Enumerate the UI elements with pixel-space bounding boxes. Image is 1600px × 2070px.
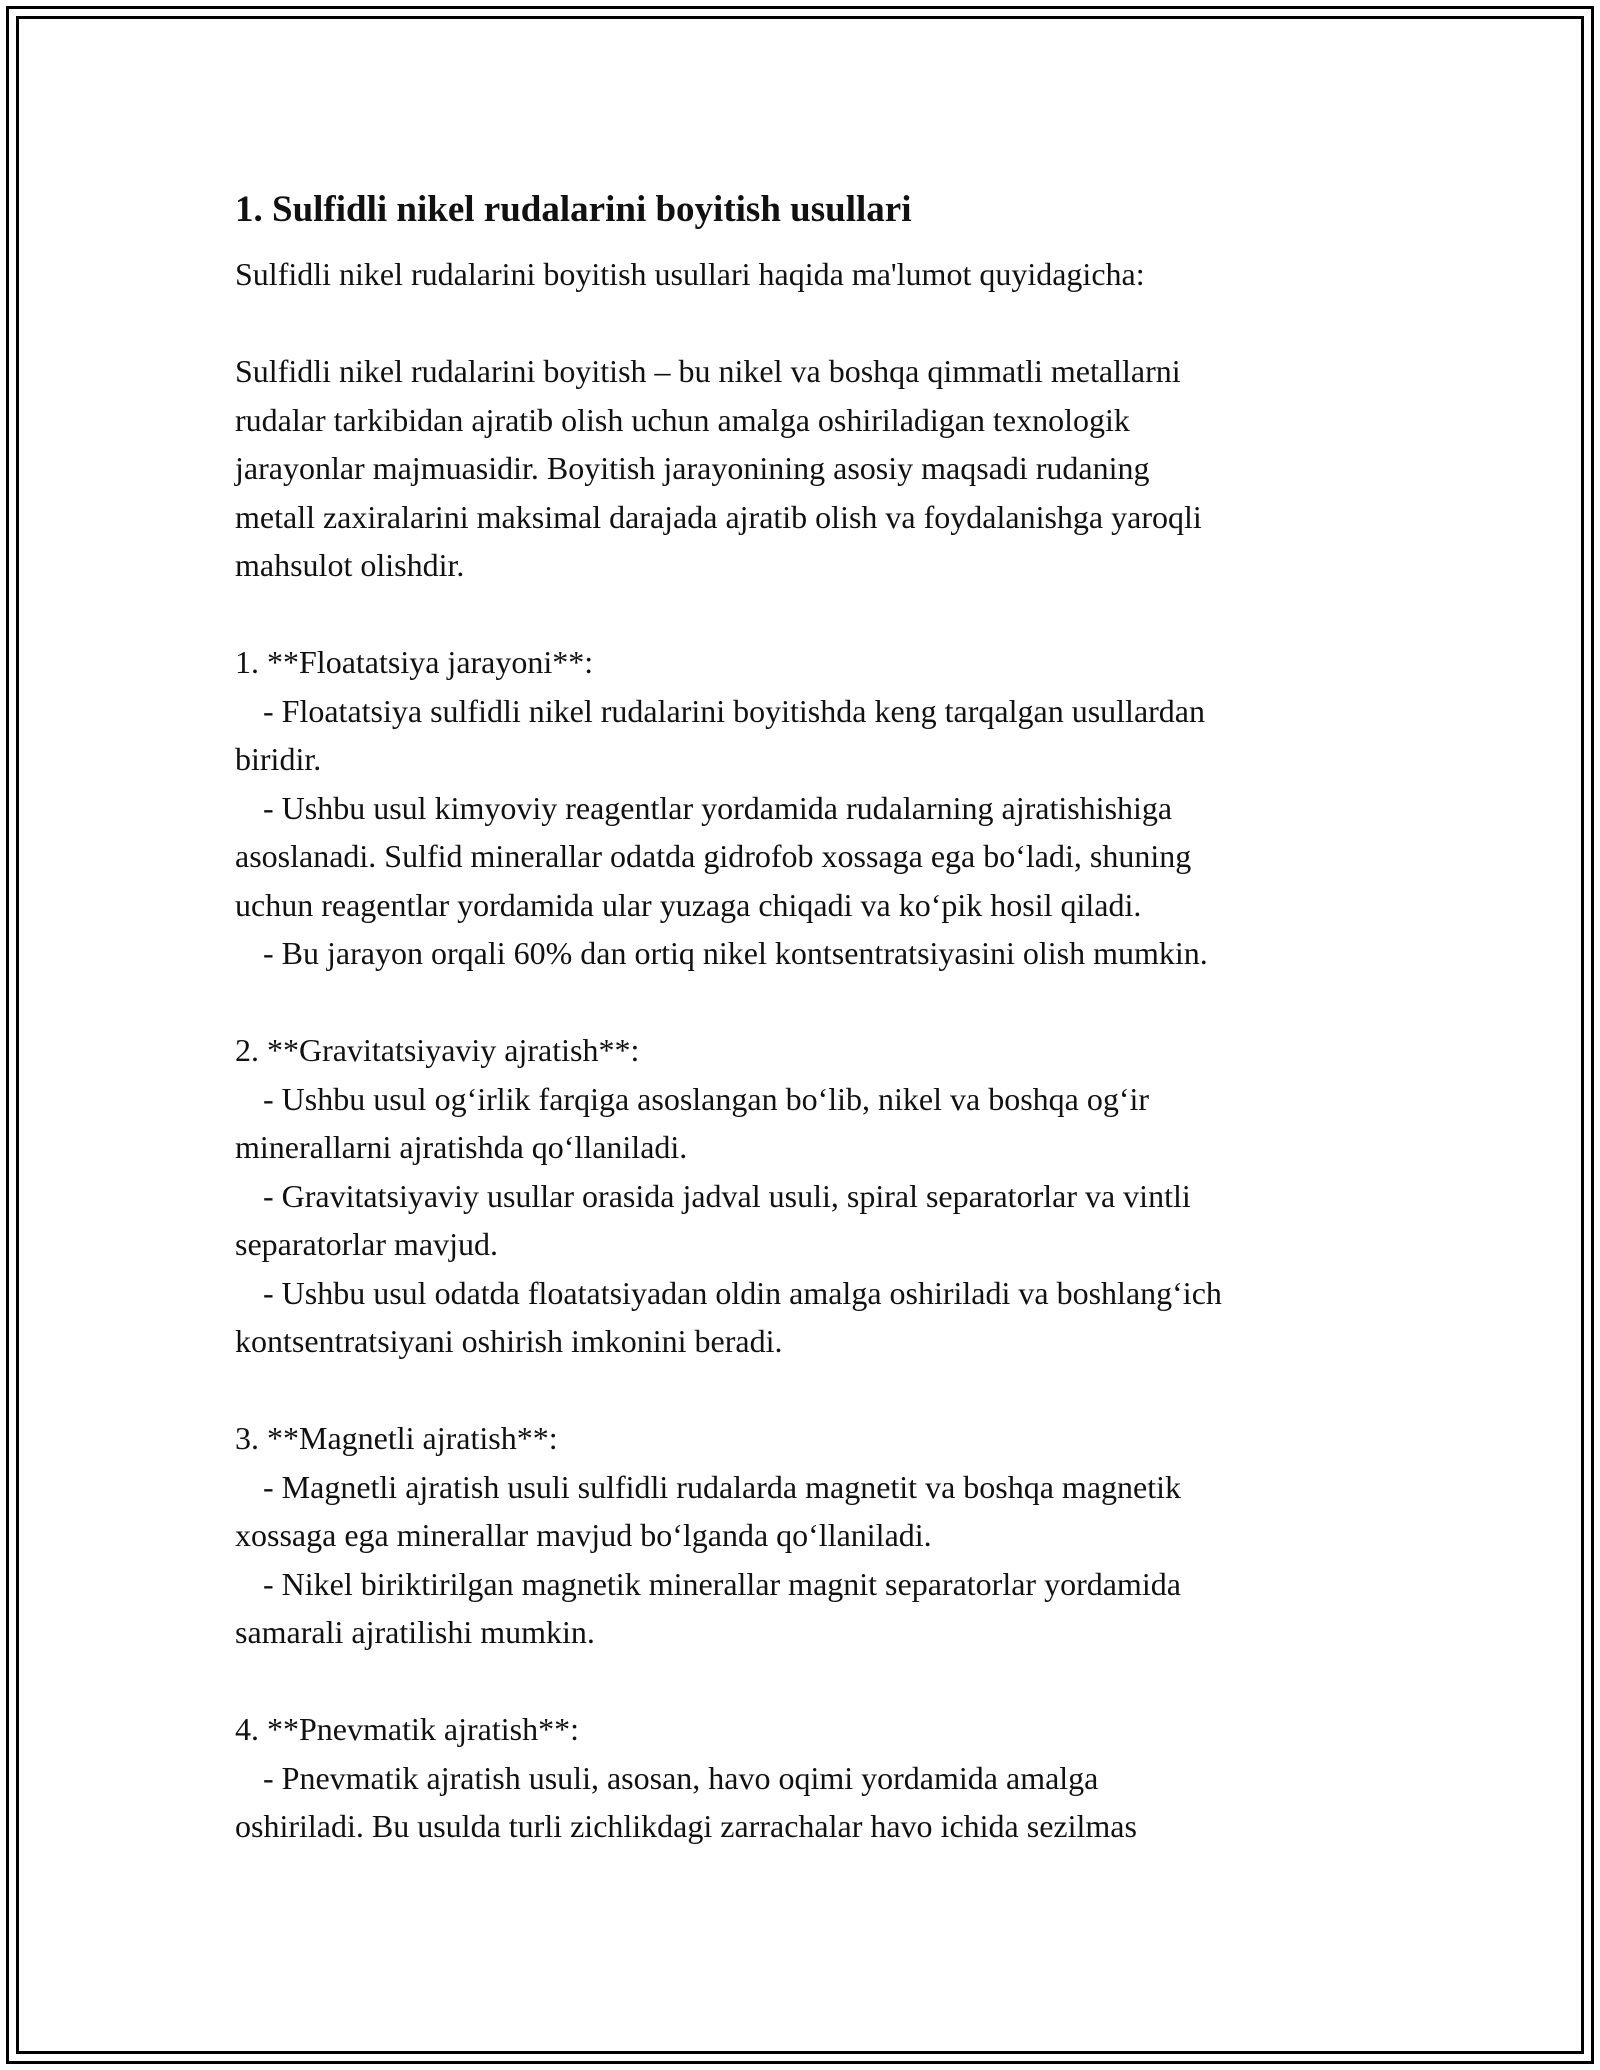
- section-heading: 2. **Gravitatsiyaviy ajratish**:: [235, 1032, 640, 1068]
- paragraph-line: mahsulot olishdir.: [235, 547, 465, 583]
- paragraph-line: rudalar tarkibidan ajratib olish uchun amalga oshiriladigan texnologik: [235, 401, 1130, 438]
- bullet-line: xossaga ega minerallar mavjud bo‘lganda qo‘llaniladi.: [235, 1517, 932, 1553]
- bullet-line: - Magnetli ajratish usuli sulfidli rudalarda magnetit va boshqa magnetik: [263, 1468, 1181, 1505]
- document-title: 1. Sulfidli nikel rudalarini boyitish usullari: [235, 189, 912, 230]
- paragraph-line: jarayonlar majmuasidir. Boyitish jarayonining asosiy maqsadi rudaning: [235, 450, 1150, 486]
- intro-paragraph: Sulfidli nikel rudalarini boyitish usullari haqida ma'lumot quyidagicha:: [235, 256, 1145, 292]
- bullet-line: - Ushbu usul og‘irlik farqiga asoslangan bo‘lib, nikel va boshqa og‘ir: [263, 1080, 1150, 1117]
- section-pneumatic: [235, 1705, 1365, 1851]
- section-floatation: [235, 638, 1365, 978]
- section-gravity: [235, 1026, 1365, 1366]
- bullet-line: biridir.: [235, 741, 322, 777]
- paragraph-line: metall zaxiralarini maksimal darajada ajratib olish va foydalanishga yaroqli: [235, 498, 1202, 535]
- bullet-line: - Ushbu usul odatda floatatsiyadan oldin amalga oshiriladi va boshlang‘ich: [263, 1274, 1222, 1311]
- document-body: [235, 186, 1365, 1851]
- spacer: [235, 299, 1365, 348]
- bullet-line: - Ushbu usul kimyoviy reagentlar yordamida rudalarning ajratishishiga: [263, 789, 1173, 826]
- section-magnetic: [235, 1414, 1365, 1657]
- section-heading: 3. **Magnetli ajratish**:: [235, 1420, 558, 1456]
- spacer: [235, 1657, 1365, 1706]
- spacer: [235, 1366, 1365, 1415]
- bullet-line: minerallarni ajratishda qo‘llaniladi.: [235, 1129, 688, 1165]
- bullet-line: - Floatatsiya sulfidli nikel rudalarini boyitishda keng tarqalgan usullardan: [263, 692, 1205, 729]
- bullet-line: separatorlar mavjud.: [235, 1226, 498, 1262]
- bullet-line: kontsentratsiyani oshirish imkonini beradi.: [235, 1323, 783, 1359]
- bullet-line: asoslanadi. Sulfid minerallar odatda gidrofob xossaga ega bo‘ladi, shuning: [235, 838, 1192, 874]
- section-heading: 1. **Floatatsiya jarayoni**:: [235, 644, 594, 680]
- bullet-line: - Nikel biriktirilgan magnetik minerallar magnit separatorlar yordamida: [263, 1565, 1181, 1602]
- spacer: [235, 978, 1365, 1027]
- bullet-line: - Bu jarayon orqali 60% dan ortiq nikel kontsentratsiyasini olish mumkin.: [263, 935, 1208, 971]
- bullet-line: oshiriladi. Bu usulda turli zichlikdagi zarrachalar havo ichida sezilmas: [235, 1808, 1137, 1844]
- bullet-line: - Gravitatsiyaviy usullar orasida jadval usuli, spiral separatorlar va vintli: [263, 1177, 1191, 1214]
- overview-paragraph: [235, 347, 1365, 590]
- bullet-line: uchun reagentlar yordamida ular yuzaga chiqadi va ko‘pik hosil qiladi.: [235, 886, 1142, 923]
- bullet-line: samarali ajratilishi mumkin.: [235, 1614, 595, 1650]
- spacer: [235, 590, 1365, 639]
- paragraph-line: Sulfidli nikel rudalarini boyitish – bu nikel va boshqa qimmatli metallarni: [235, 353, 1181, 389]
- section-heading: 4. **Pnevmatik ajratish**:: [235, 1711, 579, 1747]
- bullet-line: - Pnevmatik ajratish usuli, asosan, havo oqimi yordamida amalga: [263, 1759, 1099, 1796]
